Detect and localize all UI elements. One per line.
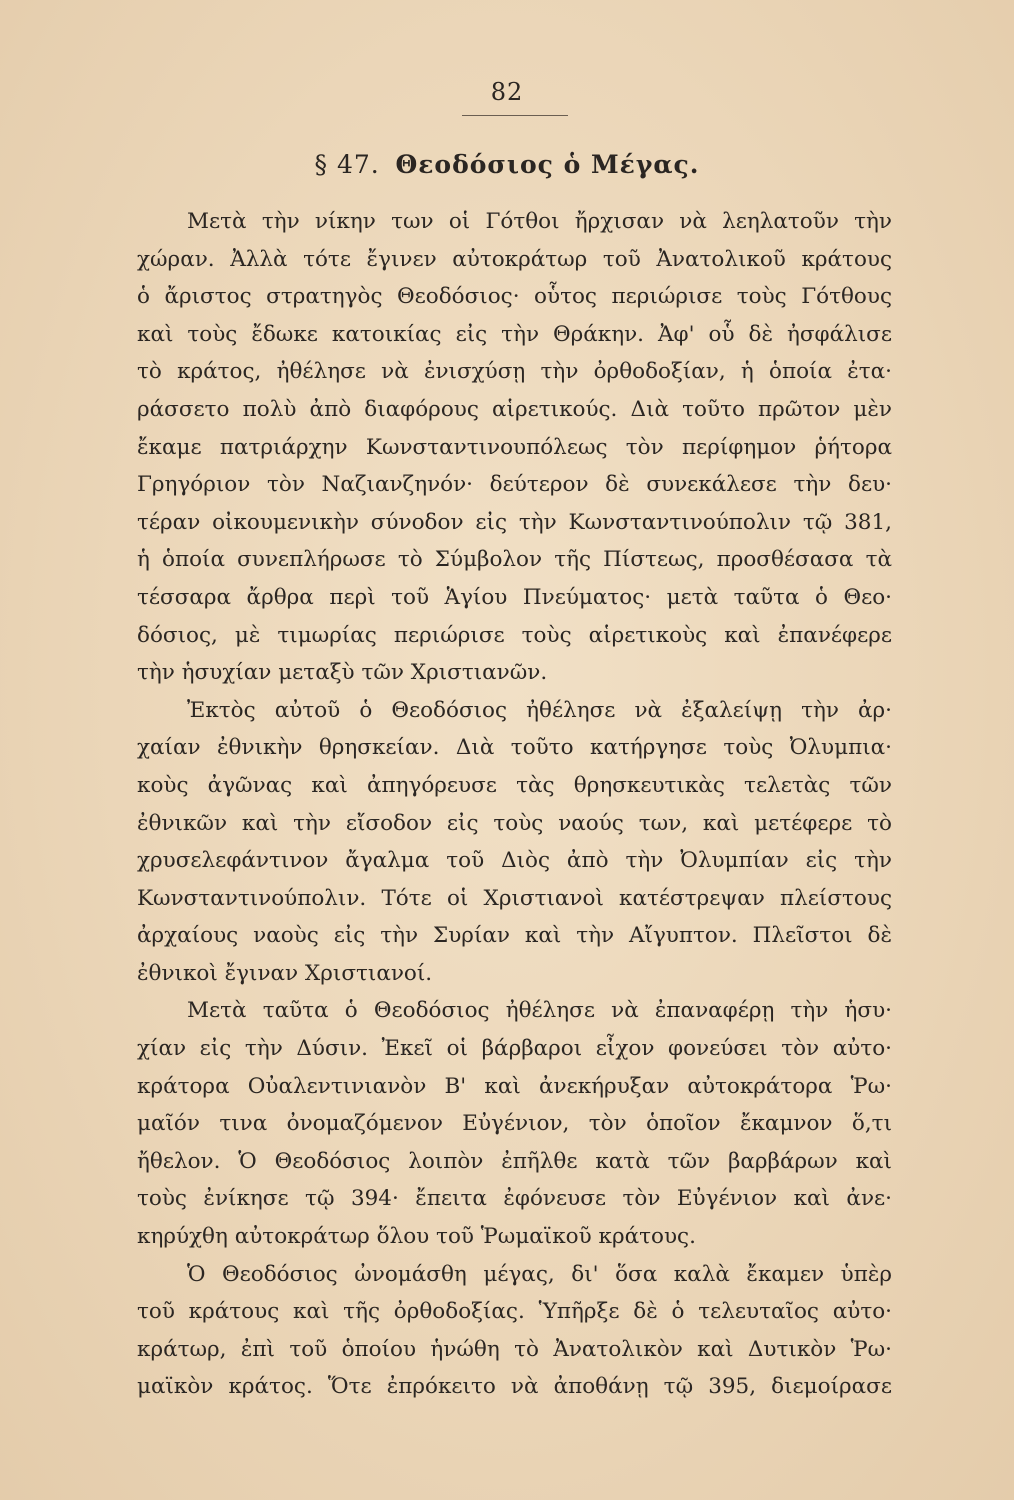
text-line: Μετὰ ταῦτα ὁ Θεοδόσιος ἠθέλησε νὰ ἐπαναφέρῃ τὴν ἡσυ· bbox=[187, 998, 892, 1024]
text-line: ὁ ἄριστος στρατηγὸς Θεοδόσιος· οὗτος περιώρισε τοὺς Γότθους bbox=[137, 284, 892, 310]
body-text bbox=[137, 203, 892, 1406]
text-line: μαῖόν τινα ὀνομαζόμενον Εὐγένιον, τὸν ὁποῖον ἔκαμνον ὅ,τι bbox=[137, 1111, 892, 1137]
section-number: § 47. bbox=[314, 150, 380, 179]
text-line: Κωνσταντινούπολιν. Τότε οἱ Χριστιανοὶ κατέστρεψαν πλείστους bbox=[137, 885, 892, 911]
text-line: ἀρχαίους ναοὺς εἰς τὴν Συρίαν καὶ τὴν Αἴγυπτον. Πλεῖστοι δὲ bbox=[137, 923, 892, 949]
text-line: κράτορα Οὐαλεντινιανὸν Β' καὶ ἀνεκήρυξαν αὐτοκράτορα Ῥω· bbox=[137, 1073, 892, 1099]
text-line: καὶ τοὺς ἔδωκε κατοικίας εἰς τὴν Θράκην. Ἀφ' οὗ δὲ ἠσφάλισε bbox=[137, 321, 892, 347]
text-line: κηρύχθη αὐτοκράτωρ ὅλου τοῦ Ῥωμαϊκοῦ κράτους. bbox=[137, 1224, 696, 1250]
text-line: δόσιος, μὲ τιμωρίας περιώρισε τοὺς αἱρετικοὺς καὶ ἐπανέφερε bbox=[137, 622, 892, 648]
text-line: χίαν εἰς τὴν Δύσιν. Ἐκεῖ οἱ βάρβαροι εἶχον φονεύσει τὸν αὐτο· bbox=[137, 1036, 892, 1062]
text-line: ράσσετο πολὺ ἀπὸ διαφόρους αἱρετικούς. Διὰ τοῦτο πρῶτον μὲν bbox=[137, 396, 892, 422]
text-line: Ὁ Θεοδόσιος ὠνομάσθη μέγας, δι' ὅσα καλὰ ἔκαμεν ὑπὲρ bbox=[187, 1261, 892, 1287]
text-line: ἡ ὁποία συνεπλήρωσε τὸ Σύμβολον τῆς Πίστεως, προσθέσασα τὰ bbox=[137, 547, 892, 573]
text-line: χώραν. Ἀλλὰ τότε ἔγινεν αὐτοκράτωρ τοῦ Ἀνατολικοῦ κράτους bbox=[137, 246, 892, 272]
text-line: χρυσελεφάντινον ἄγαλμα τοῦ Διὸς ἀπὸ τὴν Ὀλυμπίαν εἰς τὴν bbox=[137, 848, 892, 874]
text-line: Ἐκτὸς αὐτοῦ ὁ Θεοδόσιος ἠθέλησε νὰ ἐξαλείψῃ τὴν ἀρ· bbox=[187, 697, 892, 723]
text-line: Μετὰ τὴν νίκην των οἱ Γότθοι ἤρχισαν νὰ λεηλατοῦν τὴν bbox=[187, 209, 892, 234]
text-line: Γρηγόριον τὸν Ναζιανζηνόν· δεύτερον δὲ συνεκάλεσε τὴν δευ· bbox=[137, 472, 892, 498]
text-line: τέραν οἰκουμενικὴν σύνοδον εἰς τὴν Κωνσταντινούπολιν τῷ 381, bbox=[137, 509, 892, 535]
text-line: ἤθελον. Ὁ Θεοδόσιος λοιπὸν ἐπῆλθε κατὰ τῶν βαρβάρων καὶ bbox=[137, 1148, 892, 1174]
text-line: κοὺς ἀγῶνας καὶ ἀπηγόρευσε τὰς θρησκευτικὰς τελετὰς τῶν bbox=[137, 772, 892, 798]
section-heading bbox=[0, 150, 1014, 179]
text-line: χαίαν ἐθνικὴν θρησκείαν. Διὰ τοῦτο κατήργησε τοὺς Ὀλυμπια· bbox=[137, 735, 892, 761]
text-line: ἐθνικῶν καὶ τὴν εἴσοδον εἰς τοὺς ναούς των, καὶ μετέφερε τὸ bbox=[137, 810, 892, 836]
section-title: Θεοδόσιος ὁ Μέγας. bbox=[395, 150, 700, 179]
page-number-rule bbox=[462, 115, 568, 116]
text-line: τοῦ κράτους καὶ τῆς ὀρθοδοξίας. Ὑπῆρξε δὲ ὁ τελευταῖος αὐτο· bbox=[137, 1299, 892, 1325]
text-line: μαϊκὸν κράτος. Ὅτε ἐπρόκειτο νὰ ἀποθάνῃ τῷ 395, διεμοίρασε bbox=[137, 1374, 892, 1400]
text-line: ἔκαμε πατριάρχην Κωνσταντινουπόλεως τὸν περίφημον ῥήτορα bbox=[137, 434, 892, 460]
text-line: τοὺς ἐνίκησε τῷ 394· ἔπειτα ἐφόνευσε τὸν Εὐγένιον καὶ ἀνε· bbox=[137, 1186, 892, 1212]
page-number: 82 bbox=[490, 78, 524, 106]
text-line: τὴν ἡσυχίαν μεταξὺ τῶν Χριστιανῶν. bbox=[137, 660, 548, 686]
text-line: ἐθνικοὶ ἔγιναν Χριστιανοί. bbox=[137, 960, 433, 986]
text-line: τέσσαρα ἄρθρα περὶ τοῦ Ἁγίου Πνεύματος· μετὰ ταῦτα ὁ Θεο· bbox=[137, 584, 892, 610]
text-line: κράτωρ, ἐπὶ τοῦ ὁποίου ἡνώθη τὸ Ἀνατολικὸν καὶ Δυτικὸν Ῥω· bbox=[137, 1336, 892, 1362]
text-line: τὸ κράτος, ἠθέλησε νὰ ἐνισχύσῃ τὴν ὀρθοδοξίαν, ἡ ὁποία ἐτα· bbox=[137, 359, 892, 385]
